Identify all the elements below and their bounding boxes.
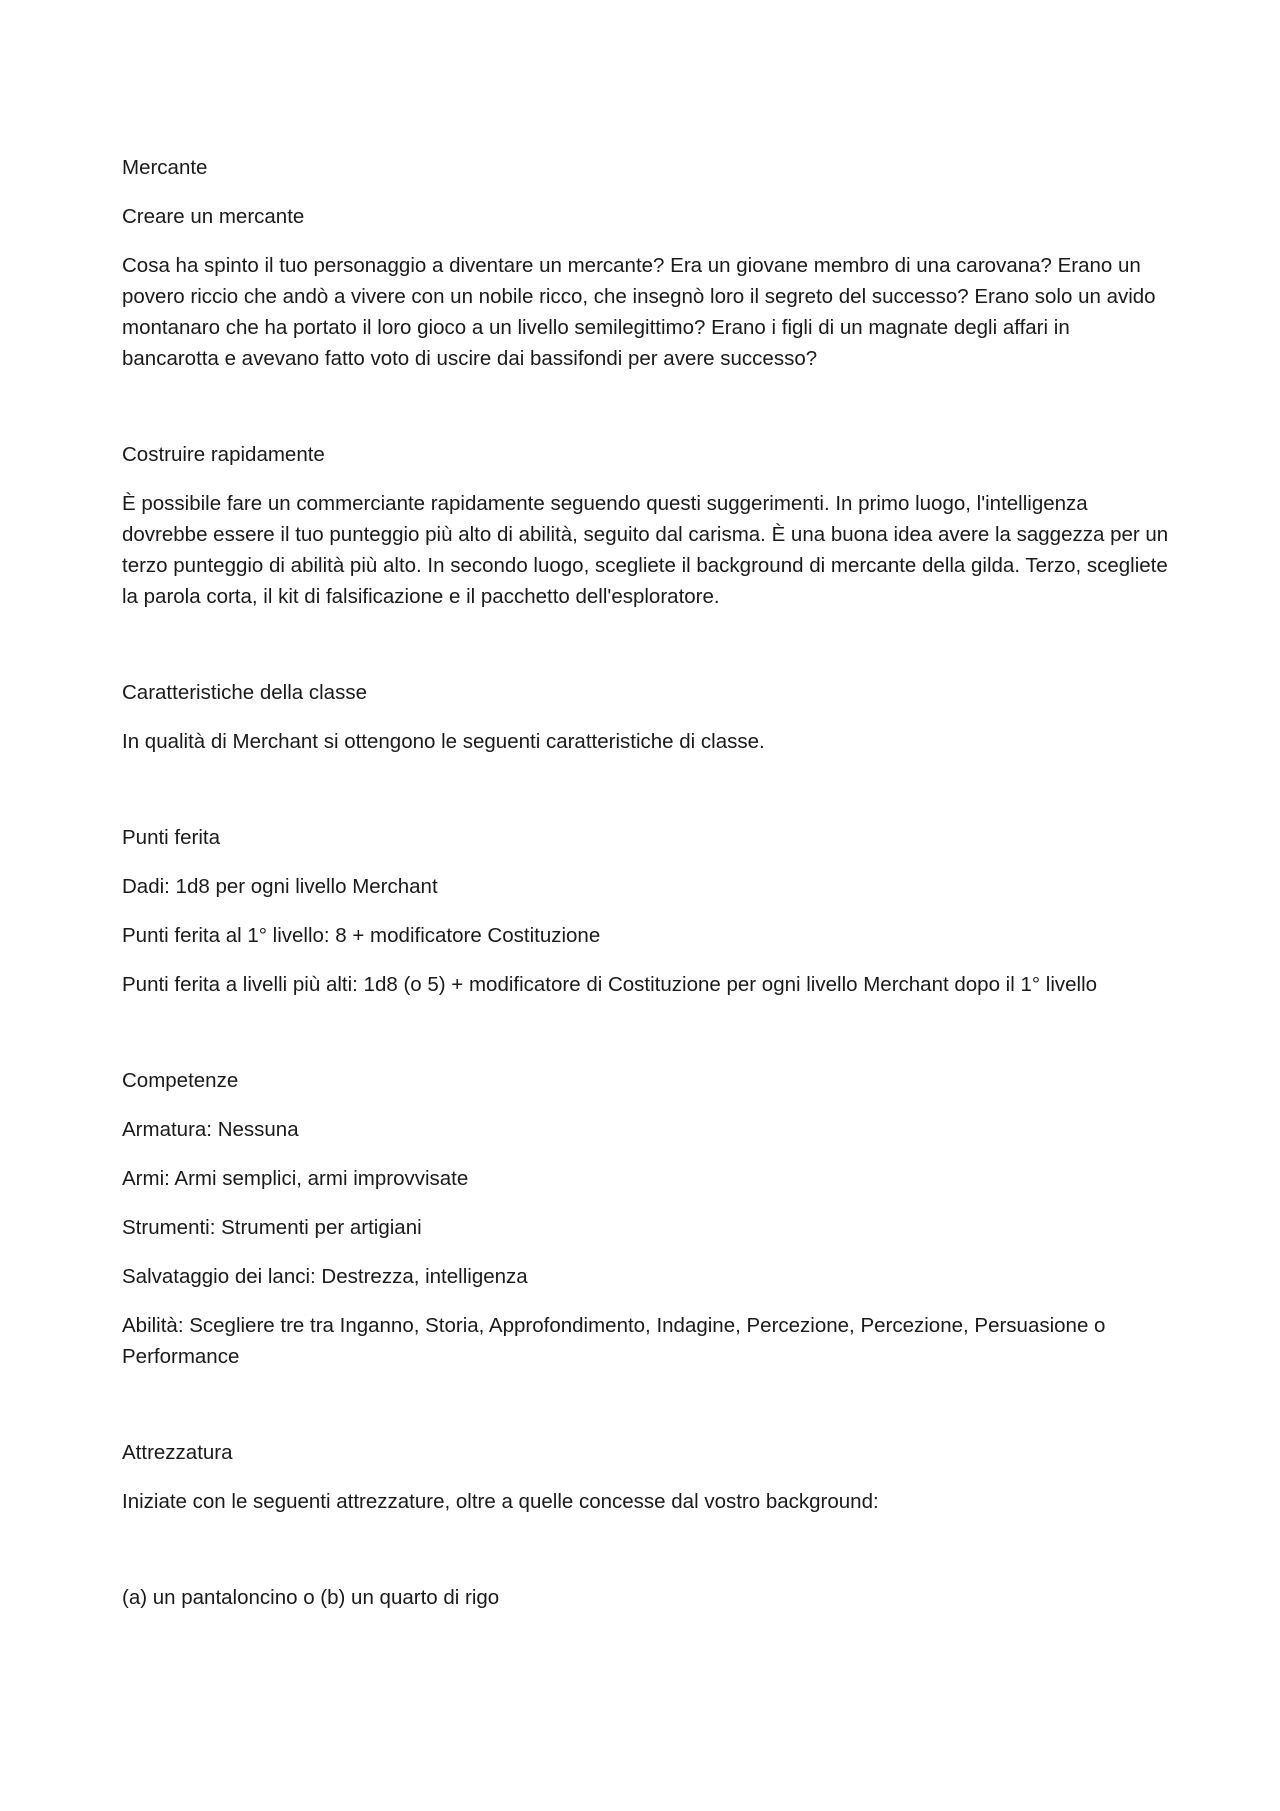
paragraph-class-features: In qualità di Merchant si ottengono le seguenti caratteristiche di classe.: [122, 730, 765, 753]
paragraph-heading-hit-points: Punti ferita: [122, 826, 220, 849]
paragraph-heading-quick-build: Costruire rapidamente: [122, 443, 325, 466]
paragraph-hp-higher-levels: Punti ferita a livelli più alti: 1d8 (o 5) + modificatore di Costituzione per ogni livello Merchant dopo il 1° livello: [122, 973, 1098, 996]
paragraph-hit-dice: Dadi: 1d8 per ogni livello Merchant: [122, 875, 438, 898]
paragraph-skills: Abilità: Scegliere tre tra Inganno, Storia, Approfondimento, Indagine, Percezione, Percezione, Persuasione o Performance: [122, 1314, 1106, 1368]
paragraph-heading-equipment: Attrezzatura: [122, 1441, 233, 1464]
paragraph-equipment-choice: (a) un pantaloncino o (b) un quarto di rigo: [122, 1586, 500, 1609]
paragraph-quick-build: È possibile fare un commerciante rapidamente seguendo questi suggerimenti. In primo luogo, l'intelligenza dovrebbe essere il tuo punteggio più alto di abilità, seguito dal carisma. È una buona idea avere la saggezza per un terzo punteggio di abilità più alto. In secondo luogo, scegliete il background di mercante della gilda. Terzo, scegliete la parola corta, il kit di falsificazione e il pacchetto dell'esploratore.: [122, 492, 1169, 608]
paragraph-equipment: Iniziate con le seguenti attrezzature, oltre a quelle concesse dal vostro background:: [122, 1490, 879, 1513]
paragraph-heading-class-features: Caratteristiche della classe: [122, 681, 367, 704]
paragraph-hp-first-level: Punti ferita al 1° livello: 8 + modificatore Costituzione: [122, 924, 601, 947]
paragraph-heading-create: Creare un mercante: [122, 205, 305, 228]
paragraph-title: Mercante: [122, 156, 208, 179]
paragraph-armor: Armatura: Nessuna: [122, 1118, 299, 1141]
paragraph-saving-throws: Salvataggio dei lanci: Destrezza, intelligenza: [122, 1265, 528, 1288]
paragraph-tools: Strumenti: Strumenti per artigiani: [122, 1216, 422, 1239]
paragraph-intro: Cosa ha spinto il tuo personaggio a diventare un mercante? Era un giovane membro di una carovana? Erano un povero riccio che andò a vivere con un nobile ricco, che insegnò loro il segreto del successo? Erano solo un avido montanaro che ha portato il loro gioco a un livello semilegittimo? Erano i figli di un magnate degli affari in bancarotta e avevano fatto voto di uscire dai bassifondi per avere successo?: [122, 254, 1156, 370]
document-body: [122, 152, 1172, 1631]
paragraph-heading-proficiencies: Competenze: [122, 1069, 239, 1092]
paragraph-weapons: Armi: Armi semplici, armi improvvisate: [122, 1167, 469, 1190]
